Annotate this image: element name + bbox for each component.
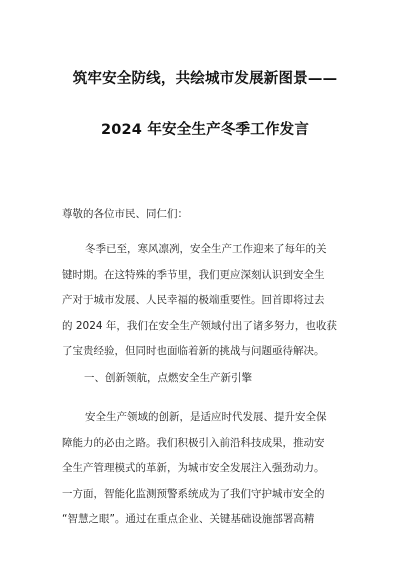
- paragraph-line: 冬季已至，寒风凛冽，安全生产工作迎来了每年的关: [85, 243, 327, 255]
- paragraph-line: 障能力的必由之路。我们积极引入前沿科技成果，推动安: [62, 436, 325, 449]
- paragraph-line: 键时期。在这特殊的季节里，我们更应深刻认识到安全生: [62, 268, 325, 281]
- paragraph-line: 产对于城市发展、人民幸福的极端重要性。回首即将过去: [62, 294, 325, 307]
- salutation: 尊敬的各位市民、同仁们：: [62, 208, 188, 220]
- document-title-line-1: 筑牢安全防线，共绘城市发展新图景——: [72, 71, 338, 87]
- paragraph-line: 安全生产领域的创新，是适应时代发展、提升安全保: [85, 411, 327, 423]
- document-title-line-2: 2024 年安全生产冬季工作发言: [100, 122, 310, 138]
- paragraph-intro: [62, 237, 362, 365]
- paragraph-line: 全生产管理模式的革新，为城市安全发展注入强劲动力。: [62, 462, 325, 475]
- paragraph-line: “智慧之眼”。通过在重点企业、关键基础设施部署高精: [62, 513, 315, 526]
- section-heading-1: 一、创新领航，点燃安全生产新引擎: [84, 372, 252, 384]
- paragraph-line: 的 2024 年，我们在安全生产领域付出了诸多努力，也收获: [62, 319, 337, 332]
- paragraph-line: 一方面，智能化监测预警系统成为了我们守护城市安全的: [62, 487, 325, 500]
- paragraph-line: 了宝贵经验，但同时也面临着新的挑战与问题亟待解决。: [62, 345, 325, 358]
- paragraph-innovation: [62, 405, 362, 533]
